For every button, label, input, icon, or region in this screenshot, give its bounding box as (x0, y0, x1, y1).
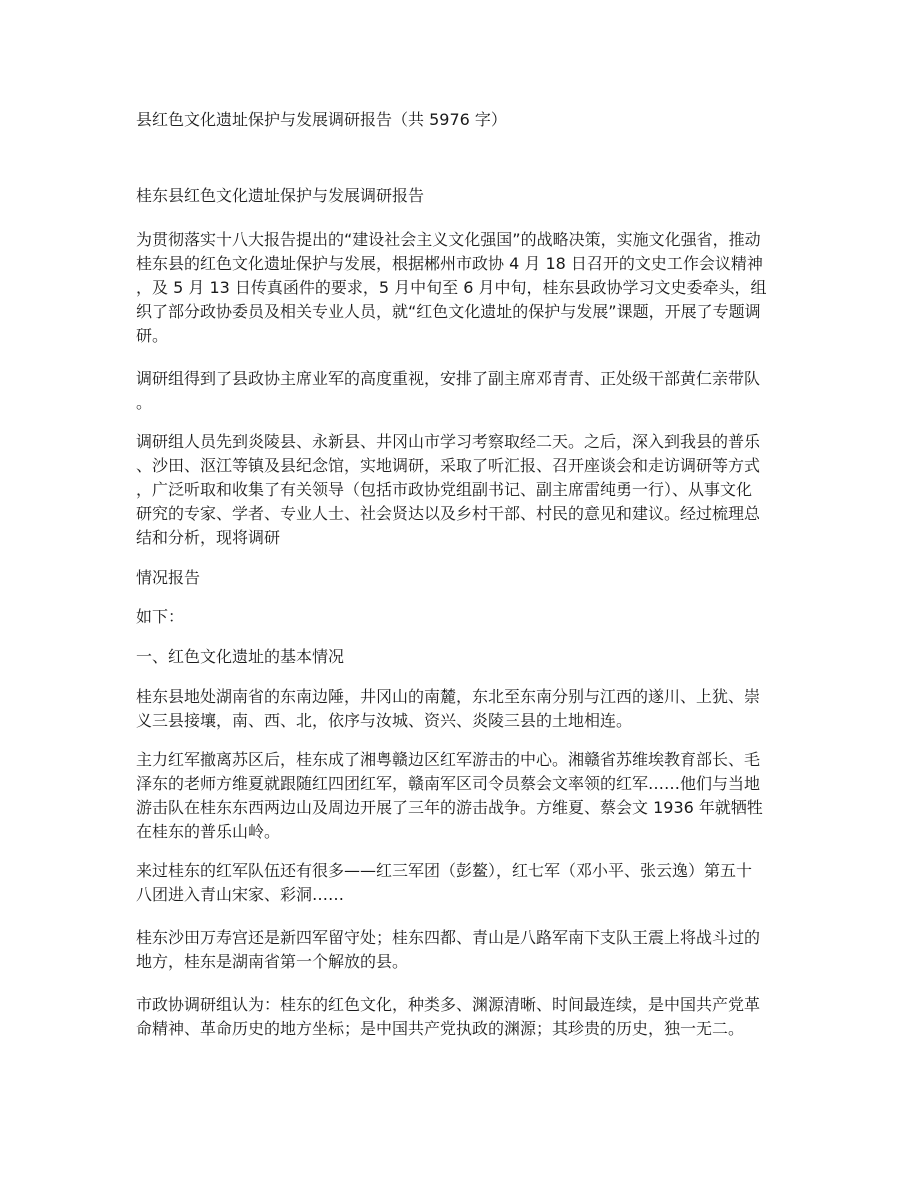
text-line: 研究的专家、学者、专业人士、社会贤达以及乡村干部、村民的意见和建议。经过梳理总 (136, 504, 761, 523)
paragraph-survey (136, 430, 784, 550)
paragraph-intro (136, 228, 784, 348)
paragraph-conclusion (136, 993, 784, 1041)
text-line: 游击队在桂东东西两边山及周边开展了三年的游击战争。方维夏、蔡会文 1936 年就牺牲 (136, 798, 763, 817)
document-title: 县红色文化遗址保护与发展调研报告（共 5976 字） (136, 110, 507, 129)
text-line: 八团进入青山宋家、彩洞…… (136, 885, 345, 904)
text-line: 义三县接壤，南、西、北，依序与汝城、资兴、炎陵三县的土地相连。 (136, 711, 633, 730)
text-line: 桂东县地处湖南省的东南边陲，井冈山的南麓，东北至东南分别与江西的遂川、上犹、崇 (136, 687, 761, 706)
text-line: 、沙田、沤江等镇及县纪念馆，实地调研，采取了听汇报、召开座谈会和走访调研等方式 (136, 456, 761, 475)
text-line: 结和分析，现将调研 (136, 528, 281, 547)
text-line: 情况报告 (136, 568, 201, 587)
text-line: 泽东的老师方维夏就跟随红四团红军，赣南军区司令员蔡会文率领的红军……他们与当地 (136, 774, 761, 793)
paragraph-report-label (136, 566, 784, 590)
text-line: 为贯彻落实十八大报告提出的“建设社会主义文化强国”的战略决策，实施文化强省，推动 (136, 230, 761, 249)
paragraph-new-fourth-army (136, 926, 784, 974)
paragraph-red-army (136, 748, 784, 844)
text-line: 调研组得到了县政协主席业军的高度重视，安排了副主席邓青青、正处级干部黄仁亲带队 (136, 369, 761, 388)
text-line: 研。 (136, 326, 169, 345)
paragraph-troops (136, 859, 784, 907)
text-line: 。 (136, 393, 153, 412)
text-line: 主力红军撤离苏区后，桂东成了湘粤赣边区红军游击的中心。湘赣省苏维埃教育部长、毛 (136, 750, 761, 769)
text-line: 织了部分政协委员及相关专业人员，就“红色文化遗址的保护与发展”课题，开展了专题调 (136, 302, 761, 321)
text-line: 命精神、革命历史的地方坐标；是中国共产党执政的渊源；其珍贵的历史，独一无二。 (136, 1019, 745, 1038)
paragraph-geography (136, 685, 784, 733)
text-line: 来过桂东的红军队伍还有很多——红三军团（彭鳌），红七军（邓小平、张云逸）第五十 (136, 861, 753, 880)
report-title: 桂东县红色文化遗址保护与发展调研报告 (136, 186, 425, 205)
text-line: 调研组人员先到炎陵县、永新县、井冈山市学习考察取经二天。之后，深入到我县的普乐 (136, 432, 761, 451)
text-line: 地方，桂东是湖南省第一个解放的县。 (136, 952, 409, 971)
text-line: 如下： (136, 607, 185, 626)
text-line: 一、红色文化遗址的基本情况 (136, 647, 345, 666)
text-line: 市政协调研组认为：桂东的红色文化，种类多、渊源清晰、时间最连续，是中国共产党革 (136, 995, 761, 1014)
text-line: 桂东沙田万寿宫还是新四军留守处；桂东四都、青山是八路军南下支队王震上将战斗过的 (136, 928, 761, 947)
text-line: ，广泛听取和收集了有关领导（包括市政协党组副书记、副主席雷纯勇一行）、从事文化 (136, 480, 753, 499)
text-line: 在桂东的普乐山岭。 (136, 822, 281, 841)
text-line: ，及 5 月 13 日传真函件的要求，5 月中旬至 6 月中旬，桂东县政协学习文史委牵头，组 (136, 278, 767, 297)
text-line: 桂东县的红色文化遗址保护与发展，根据郴州市政协 4 月 18 日召开的文史工作会议精神 (136, 254, 763, 273)
section-heading-1 (136, 645, 784, 669)
paragraph-leadership (136, 367, 784, 415)
paragraph-as-follows (136, 605, 784, 629)
